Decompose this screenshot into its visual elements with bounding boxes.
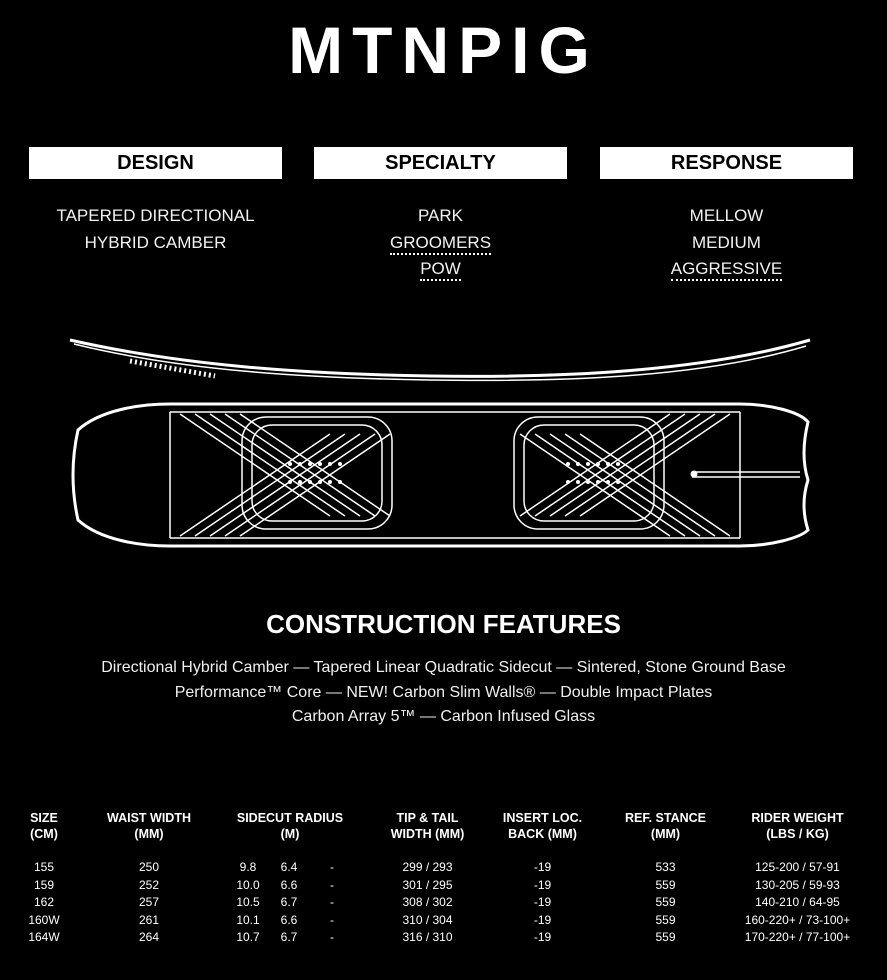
spec-cell-sidecut-a: 10.5 (236, 895, 260, 910)
spec-cell-stance: 559 (655, 930, 676, 945)
specialty-heading: SPECIALTY (314, 147, 567, 179)
spec-cell-sidecut-a: 10.7 (236, 930, 260, 945)
spec-cell-sidecut-b: 6.7 (280, 895, 298, 910)
spec-cell-weight: 140-210 / 64-95 (755, 895, 840, 910)
spec-cell-weight: 125-200 / 57-91 (755, 860, 840, 874)
spec-cell-sidecut-c: - (330, 912, 334, 927)
board-side-profile (70, 340, 810, 380)
spec-cell-weight: 170-220+ / 77-100+ (744, 930, 851, 945)
spec-cell-stance: 559 (655, 877, 676, 892)
spec-cell-size: 164W (28, 930, 60, 945)
spec-cell-size: 162 (33, 895, 55, 910)
spec-cell-sidecut-b: 6.7 (280, 930, 298, 945)
spec-cell-stance: 559 (655, 912, 676, 927)
spec-cell-insert: -19 (533, 860, 552, 874)
specialty-option-selected: POW (420, 259, 461, 281)
spec-cell-insert: -19 (533, 895, 552, 910)
spec-cell-insert: -19 (533, 912, 552, 927)
response-option-selected: AGGRESSIVE (671, 259, 782, 281)
spec-cell-insert: -19 (533, 877, 552, 892)
response-option: MEDIUM (692, 232, 761, 252)
col-header-waist: WAIST WIDTH (MM) (106, 811, 191, 841)
spec-cell-sidecut-c: - (330, 860, 334, 874)
spec-cell-tip-tail: 310 / 304 (402, 912, 453, 927)
spec-cell-stance: 533 (655, 860, 676, 874)
col-header-stance: REF. STANCE (MM) (624, 811, 707, 841)
spec-cell-sidecut-b: 6.4 (280, 860, 298, 874)
spec-cell-tip-tail: 299 / 293 (402, 860, 453, 874)
spec-cell-insert: -19 (533, 930, 552, 945)
specialty-option-selected: GROOMERS (390, 233, 491, 255)
col-header-weight: RIDER WEIGHT (LBS / KG) (751, 811, 844, 841)
construction-line: Carbon Array 5™ — Carbon Infused Glass (291, 708, 596, 725)
spec-cell-size: 155 (33, 860, 55, 874)
spec-cell-sidecut-c: - (330, 895, 334, 910)
spec-cell-size: 159 (33, 877, 55, 892)
spec-cell-waist: 257 (138, 895, 160, 910)
col-header-insert: INSERT LOC. BACK (MM) (502, 811, 583, 841)
construction-features (0, 656, 887, 730)
response-option: MELLOW (689, 206, 764, 225)
construction-title: CONSTRUCTION FEATURES (266, 609, 621, 639)
spec-cell-sidecut-a: 10.1 (236, 912, 260, 927)
response-heading: RESPONSE (600, 147, 853, 179)
board-title: MTNPIG (288, 13, 599, 87)
spec-cell-weight: 160-220+ / 73-100+ (744, 912, 851, 927)
spec-cell-sidecut-b: 6.6 (280, 912, 298, 927)
spec-cell-waist: 252 (138, 877, 160, 892)
spec-cell-tip-tail: 301 / 295 (402, 877, 453, 892)
design-option: TAPERED DIRECTIONAL (56, 206, 255, 225)
col-header-size: SIZE (CM) (30, 811, 58, 841)
spec-cell-tip-tail: 316 / 310 (402, 930, 453, 945)
specialty-option: PARK (417, 206, 464, 225)
response-options (583, 203, 870, 283)
spec-cell-sidecut-c: - (330, 930, 334, 945)
col-header-tip-tail: TIP & TAIL WIDTH (MM) (390, 811, 465, 841)
spec-cell-waist: 264 (138, 930, 160, 945)
impact-plates (242, 417, 664, 529)
design-options (12, 203, 299, 256)
carbon-array (180, 414, 730, 536)
spec-cell-waist: 261 (138, 912, 160, 927)
spec-cell-weight: 130-205 / 59-93 (755, 877, 840, 892)
col-header-sidecut: SIDECUT RADIUS (M) (236, 811, 344, 841)
construction-line: Directional Hybrid Camber — Tapered Linear Quadratic Sidecut — Sintered, Stone Ground Base (101, 659, 786, 676)
spec-cell-sidecut-b: 6.6 (280, 877, 298, 892)
spec-cell-stance: 559 (655, 895, 676, 910)
design-heading: DESIGN (29, 147, 282, 179)
spec-cell-sidecut-c: - (330, 877, 334, 892)
spec-cell-sidecut-a: 9.8 (239, 860, 257, 874)
specialty-options (297, 203, 584, 283)
spec-cell-size: 160W (28, 912, 60, 927)
construction-line: Performance™ Core — NEW! Carbon Slim Walls® — Double Impact Plates (174, 683, 713, 701)
spec-cell-waist: 250 (138, 860, 160, 874)
snowboard-illustration (0, 325, 887, 555)
spec-cell-sidecut-a: 10.0 (236, 877, 260, 892)
spec-cell-tip-tail: 308 / 302 (402, 895, 453, 910)
design-option: HYBRID CAMBER (84, 232, 227, 252)
